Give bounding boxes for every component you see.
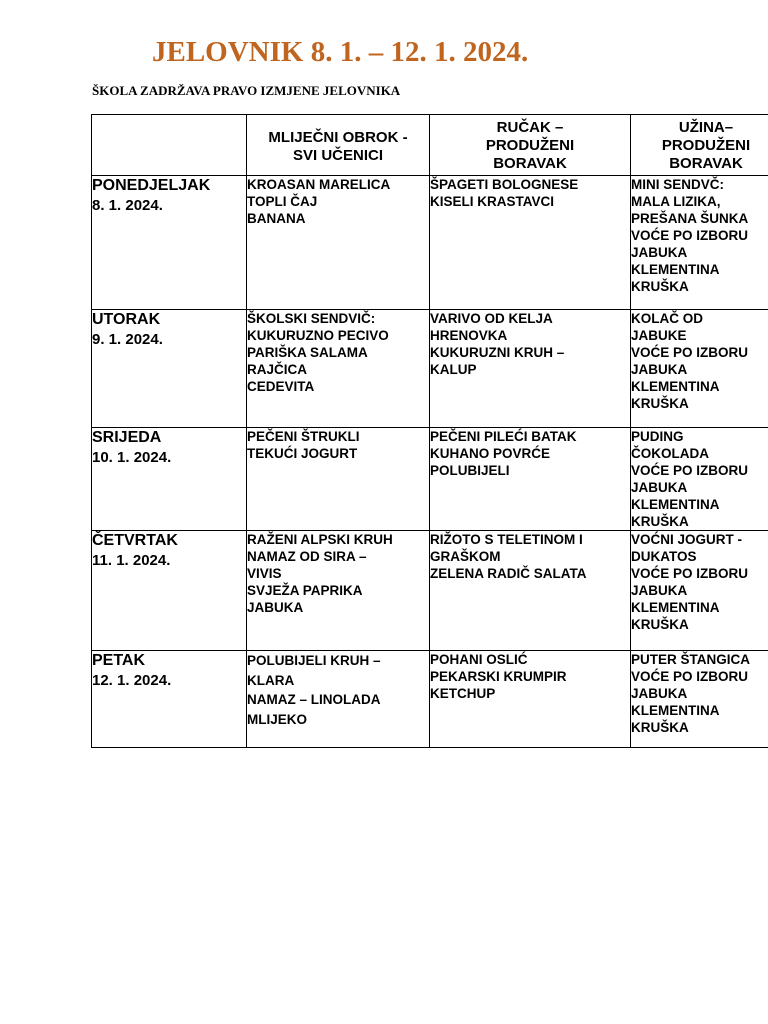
list-item: MLIJEKO bbox=[247, 711, 308, 727]
list-item: TOPLI ČAJ bbox=[247, 194, 318, 209]
day-cell bbox=[92, 176, 247, 310]
list-item: RAJČICA bbox=[247, 362, 308, 377]
list-item: JABUKA bbox=[631, 362, 688, 377]
list-item: POHANI OSLIĆ bbox=[430, 652, 528, 667]
lunch-cell bbox=[430, 176, 631, 310]
milk-meal-cell bbox=[247, 310, 430, 428]
list-item: RAŽENI ALPSKI KRUH bbox=[247, 532, 393, 547]
list-item: VOĆE PO IZBORU bbox=[631, 566, 749, 581]
list-item: PARIŠKA SALAMA bbox=[247, 345, 368, 360]
header-day bbox=[92, 115, 247, 176]
day-date: 9. 1. 2024. bbox=[92, 331, 163, 348]
list-item: KLEMENTINA bbox=[631, 600, 720, 615]
milk-meal-cell bbox=[247, 651, 430, 748]
lunch-cell bbox=[430, 651, 631, 748]
day-name: ČETVRTAK bbox=[92, 532, 178, 549]
list-item: NAMAZ OD SIRA – bbox=[247, 549, 367, 564]
list-item: KUKURUZNO PECIVO bbox=[247, 328, 389, 343]
lunch-cell bbox=[430, 428, 631, 531]
header-line: SVI UČENICI bbox=[292, 147, 383, 164]
list-item: KRUŠKA bbox=[631, 279, 689, 294]
day-date: 12. 1. 2024. bbox=[92, 672, 172, 689]
snack-cell bbox=[631, 651, 768, 748]
list-item: SVJEŽA PAPRIKA bbox=[247, 583, 363, 598]
list-item: KRUŠKA bbox=[631, 720, 689, 735]
header-snack bbox=[631, 115, 768, 176]
list-item: TEKUĆI JOGURT bbox=[247, 446, 358, 461]
list-item: PEČENI PILEĆI BATAK bbox=[430, 429, 577, 444]
day-cell bbox=[92, 310, 247, 428]
list-item: ŠKOLSKI SENDVIČ: bbox=[247, 311, 376, 326]
header-line: PRODUŽENI bbox=[485, 137, 575, 154]
list-item: MALA LIZIKA, bbox=[631, 194, 721, 209]
header-lunch bbox=[430, 115, 631, 176]
day-name: PONEDJELJAK bbox=[92, 177, 211, 194]
lunch-cell bbox=[430, 531, 631, 651]
list-item: DUKATOS bbox=[631, 549, 697, 564]
day-cell bbox=[92, 428, 247, 531]
table-row bbox=[92, 531, 768, 651]
table-row bbox=[92, 310, 768, 428]
snack-cell bbox=[631, 428, 768, 531]
list-item: VOĆE PO IZBORU bbox=[631, 345, 749, 360]
table-row bbox=[92, 651, 768, 748]
list-item: KUKURUZNI KRUH – bbox=[430, 345, 565, 360]
header-line: BORAVAK bbox=[669, 155, 743, 172]
list-item: ČOKOLADA bbox=[631, 446, 709, 461]
list-item: KOLAČ OD bbox=[631, 311, 703, 326]
list-item: VOĆNI JOGURT - bbox=[631, 532, 743, 547]
list-item: JABUKA bbox=[631, 480, 688, 495]
list-item: NAMAZ – LINOLADA bbox=[247, 692, 381, 707]
list-item: ŠPAGETI BOLOGNESE bbox=[430, 177, 579, 192]
milk-meal-cell bbox=[247, 176, 430, 310]
menu-title: JELOVNIK 8. 1. – 12. 1. 2024. bbox=[152, 36, 529, 68]
list-item: JABUKE bbox=[631, 328, 687, 343]
header-line: MLIJEČNI OBROK - bbox=[268, 129, 408, 146]
day-date: 11. 1. 2024. bbox=[92, 552, 171, 569]
list-item: KETCHUP bbox=[430, 686, 496, 701]
list-item: JABUKA bbox=[247, 600, 304, 615]
list-item: KUHANO POVRĆE bbox=[430, 446, 551, 461]
list-item: BANANA bbox=[247, 211, 306, 226]
list-item: VARIVO OD KELJA bbox=[430, 311, 553, 326]
list-item: VIVIS bbox=[247, 566, 282, 581]
list-item: HRENOVKA bbox=[430, 328, 508, 343]
milk-meal-cell bbox=[247, 531, 430, 651]
list-item: JABUKA bbox=[631, 686, 688, 701]
list-item: KLEMENTINA bbox=[631, 379, 720, 394]
list-item: KRUŠKA bbox=[631, 514, 689, 529]
list-item: PUTER ŠTANGICA bbox=[631, 652, 751, 667]
snack-cell bbox=[631, 531, 768, 651]
day-date: 10. 1. 2024. bbox=[92, 449, 172, 466]
day-name: PETAK bbox=[92, 652, 146, 669]
list-item: VOĆE PO IZBORU bbox=[631, 669, 749, 684]
list-item: KALUP bbox=[430, 362, 477, 377]
list-item: KLEMENTINA bbox=[631, 262, 720, 277]
list-item: PEČENI ŠTRUKLI bbox=[247, 429, 360, 444]
table-row bbox=[92, 428, 768, 531]
day-name: SRIJEDA bbox=[92, 429, 162, 446]
list-item: RIŽOTO S TELETINOM I bbox=[430, 532, 583, 547]
list-item: CEDEVITA bbox=[247, 379, 315, 394]
menu-table bbox=[91, 114, 768, 748]
list-item: KRUŠKA bbox=[631, 617, 689, 632]
list-item: KISELI KRASTAVCI bbox=[430, 194, 555, 209]
list-item: GRAŠKOM bbox=[430, 549, 501, 564]
header-milk-meal bbox=[247, 115, 430, 176]
snack-cell bbox=[631, 176, 768, 310]
header-line: RUČAK – bbox=[496, 119, 564, 136]
list-item: VOĆE PO IZBORU bbox=[631, 228, 749, 243]
list-item: POLUBIJELI bbox=[430, 463, 510, 478]
list-item: PUDING bbox=[631, 429, 684, 444]
header-line: PRODUŽENI bbox=[661, 137, 751, 154]
day-cell bbox=[92, 531, 247, 651]
list-item: JABUKA bbox=[631, 583, 688, 598]
list-item: PEKARSKI KRUMPIR bbox=[430, 669, 567, 684]
milk-meal-cell bbox=[247, 428, 430, 531]
day-date: 8. 1. 2024. bbox=[92, 197, 163, 214]
header-row bbox=[92, 115, 768, 176]
list-item: KLEMENTINA bbox=[631, 703, 720, 718]
list-item: MINI SENDVČ: bbox=[631, 177, 725, 192]
list-item: POLUBIJELI KRUH – bbox=[247, 653, 381, 668]
list-item: KLEMENTINA bbox=[631, 497, 720, 512]
table-row bbox=[92, 176, 768, 310]
list-item: ZELENA RADIČ SALATA bbox=[430, 566, 587, 581]
lunch-cell bbox=[430, 310, 631, 428]
change-notice: ŠKOLA ZADRŽAVA PRAVO IZMJENE JELOVNIKA bbox=[92, 83, 401, 98]
list-item: PREŠANA ŠUNKA bbox=[631, 211, 749, 226]
day-cell bbox=[92, 651, 247, 748]
day-name: UTORAK bbox=[92, 311, 161, 328]
list-item: KLARA bbox=[247, 672, 295, 688]
list-item: KRUŠKA bbox=[631, 396, 689, 411]
list-item: KROASAN MARELICA bbox=[247, 177, 391, 192]
header-line: UŽINA– bbox=[678, 119, 734, 136]
snack-cell bbox=[631, 310, 768, 428]
list-item: VOĆE PO IZBORU bbox=[631, 463, 749, 478]
list-item: JABUKA bbox=[631, 245, 688, 260]
header-line: BORAVAK bbox=[493, 155, 567, 172]
